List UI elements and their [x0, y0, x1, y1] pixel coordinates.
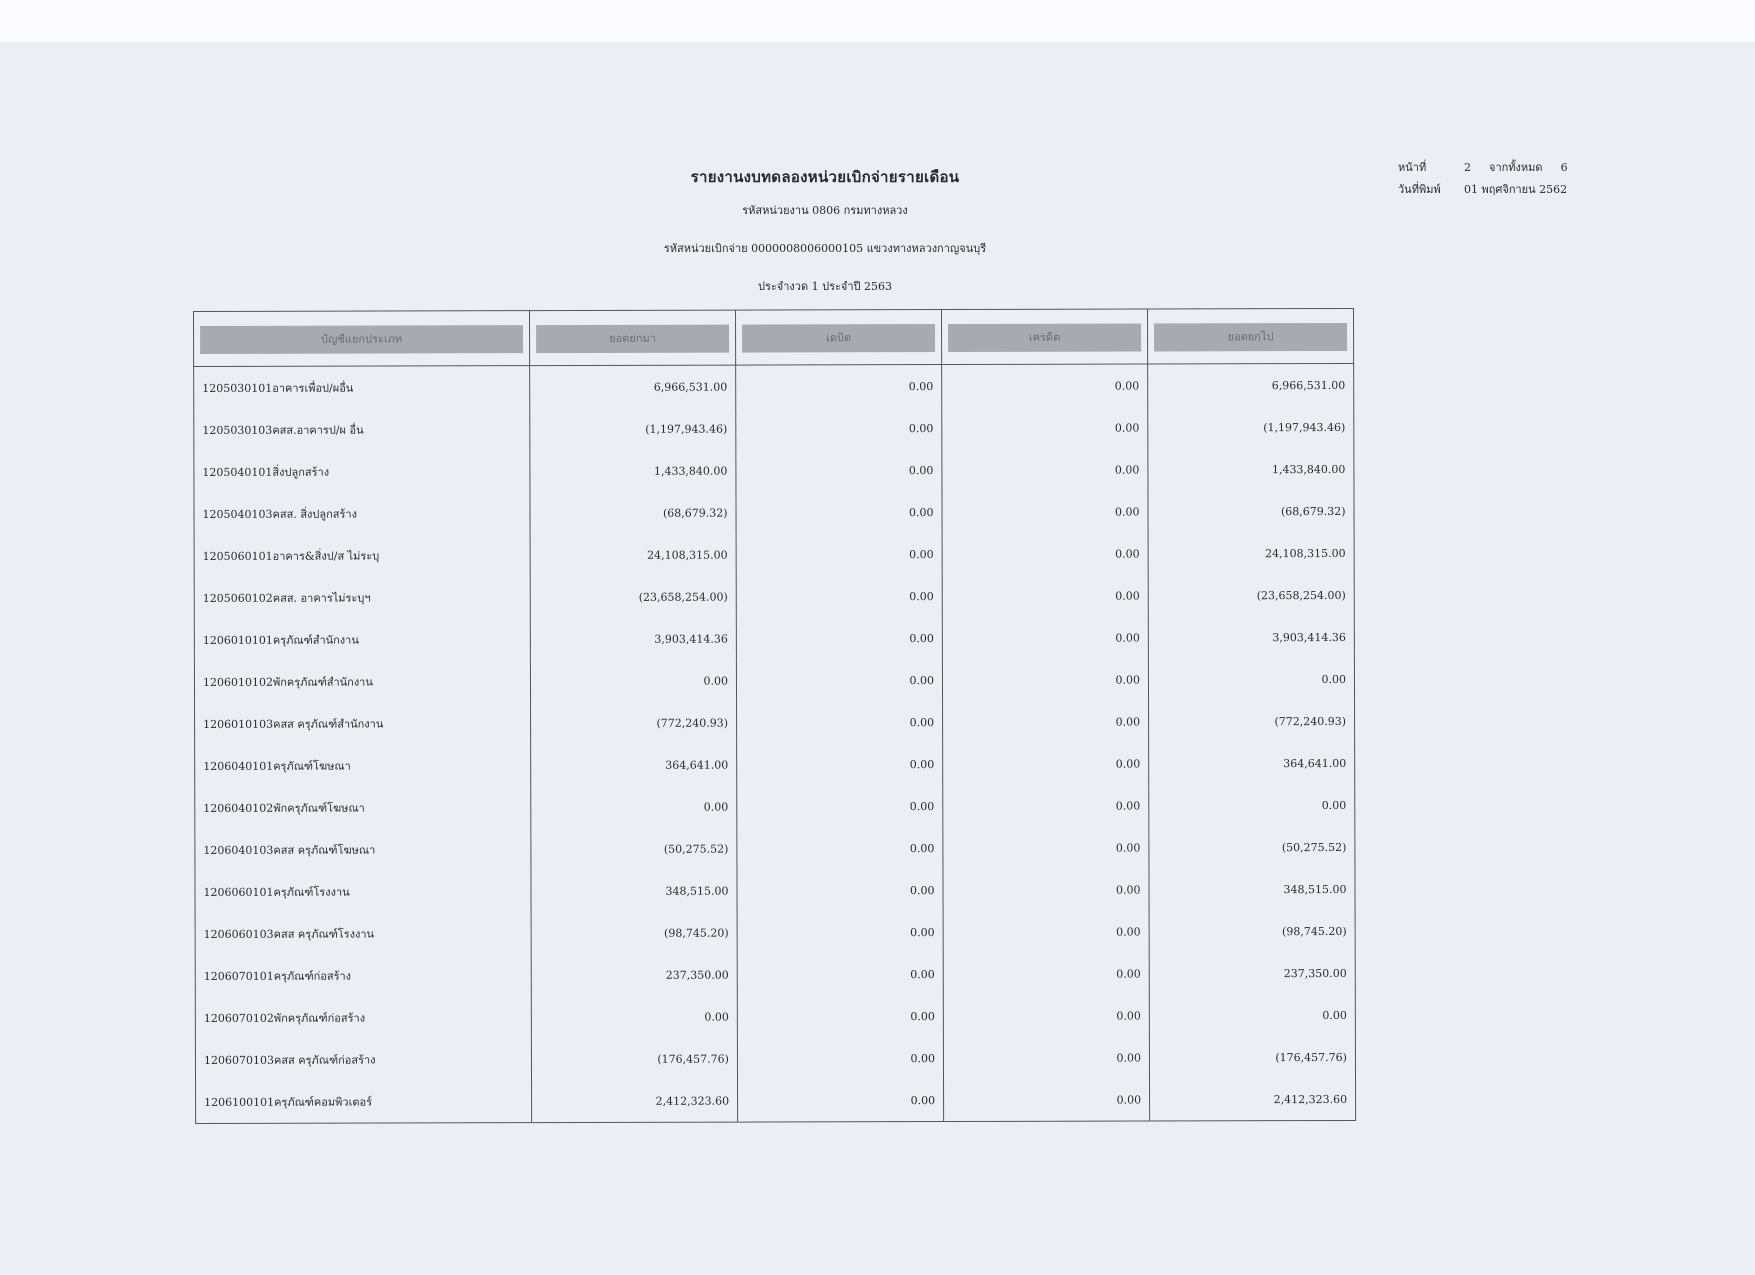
carried-forward-cell: 3,903,414.36 [1148, 616, 1354, 659]
brought-forward-cell: 2,412,323.60 [532, 1080, 738, 1123]
header-account [194, 311, 530, 367]
account-code: 1205060101 [202, 549, 273, 563]
credit-cell: 0.00 [942, 658, 1148, 701]
table-body [194, 363, 1356, 1123]
credit-cell: 0.00 [942, 575, 1148, 618]
brought-forward-cell: (50,275.52) [531, 828, 737, 871]
account-name: คสส ครุภัณฑ์สำนักงาน [273, 717, 384, 731]
debit-cell: 0.00 [737, 743, 943, 786]
table-row [194, 490, 1354, 535]
credit-cell: 0.00 [942, 407, 1148, 450]
account-cell [195, 1038, 531, 1081]
debit-cell: 0.00 [737, 911, 943, 954]
brought-forward-cell: (176,457.76) [531, 1038, 737, 1081]
table-row [194, 616, 1354, 661]
table-row [195, 784, 1355, 829]
account-name: คสส. อาคารไม่ระบุฯ [272, 591, 371, 605]
debit-cell: 0.00 [737, 785, 943, 828]
account-code: 1206060101 [203, 885, 274, 899]
table-row [194, 532, 1354, 577]
account-cell [196, 1080, 532, 1123]
account-code: 1205030103 [202, 423, 273, 437]
account-name: พักครุภัณฑ์สำนักงาน [272, 675, 373, 689]
brought-forward-cell: (1,197,943.46) [530, 408, 736, 451]
header-brought-forward [530, 310, 736, 366]
account-name: คสส.อาคารป/ผ อื่น [272, 423, 364, 437]
header-carried-forward [1147, 308, 1353, 364]
credit-cell: 0.00 [943, 868, 1149, 911]
credit-cell: 0.00 [943, 784, 1149, 827]
credit-cell: 0.00 [943, 742, 1149, 785]
account-name: พักครุภัณฑ์โฆษณา [273, 801, 365, 815]
debit-cell: 0.00 [736, 491, 942, 534]
credit-cell: 0.00 [943, 700, 1149, 743]
account-cell [195, 702, 531, 745]
account-code: 1206010103 [203, 717, 274, 731]
credit-cell: 0.00 [942, 491, 1148, 534]
carried-forward-cell: 364,641.00 [1149, 742, 1355, 785]
report-title: รายงานงบทดลองหน่วยเบิกจ่ายรายเดือน [690, 168, 960, 186]
trial-balance-table [193, 308, 1356, 1124]
account-name: พักครุภัณฑ์ก่อสร้าง [273, 1011, 366, 1025]
carried-forward-cell: 348,515.00 [1149, 868, 1355, 911]
print-date-row [1398, 179, 1568, 201]
account-cell [194, 660, 530, 703]
debit-cell: 0.00 [736, 407, 942, 450]
carried-forward-cell: (1,197,943.46) [1148, 406, 1354, 449]
account-name: ครุภัณฑ์โรงงาน [273, 885, 350, 899]
brought-forward-cell: 24,108,315.00 [530, 534, 736, 577]
debit-cell: 0.00 [736, 659, 942, 702]
account-cell [195, 996, 531, 1039]
account-cell [194, 450, 530, 493]
brought-forward-cell: (23,658,254.00) [530, 576, 736, 619]
brought-forward-cell: (772,240.93) [531, 702, 737, 745]
brought-forward-cell: 237,350.00 [531, 954, 737, 997]
table-row [195, 868, 1355, 913]
brought-forward-cell: 0.00 [531, 786, 737, 829]
carried-forward-cell: (98,745.20) [1149, 910, 1355, 953]
account-code: 1205040103 [202, 507, 273, 521]
account-cell [194, 576, 530, 619]
debit-cell: 0.00 [736, 365, 942, 408]
account-code: 1206010101 [202, 633, 273, 647]
credit-cell: 0.00 [942, 364, 1148, 407]
carried-forward-cell: (23,658,254.00) [1148, 574, 1354, 617]
credit-cell: 0.00 [942, 533, 1148, 576]
account-cell [195, 828, 531, 871]
table-row [195, 994, 1355, 1039]
period-line: ประจำงวด 1 ประจำปี 2563 [758, 280, 892, 293]
header-debit [735, 310, 941, 366]
brought-forward-cell: 0.00 [530, 660, 736, 703]
carried-forward-cell: (50,275.52) [1149, 826, 1355, 869]
credit-cell: 0.00 [942, 617, 1148, 660]
account-name: ครุภัณฑ์คอมพิวเตอร์ [274, 1095, 373, 1109]
carried-forward-cell: (176,457.76) [1149, 1036, 1355, 1079]
table-row [195, 952, 1355, 997]
agency-line: รหัสหน่วยงาน 0806 กรมทางหลวง [742, 204, 908, 217]
brought-forward-cell: 3,903,414.36 [530, 618, 736, 661]
debit-cell: 0.00 [737, 869, 943, 912]
account-code: 1206100101 [204, 1095, 275, 1109]
account-code: 1206040101 [203, 759, 274, 773]
account-name: คสส ครุภัณฑ์ก่อสร้าง [273, 1053, 376, 1067]
brought-forward-cell: (98,745.20) [531, 912, 737, 955]
table-header [194, 308, 1354, 366]
account-cell [194, 492, 530, 535]
account-name: สิ่งปลูกสร้าง [272, 465, 330, 479]
account-code: 1206070103 [203, 1053, 274, 1067]
carried-forward-cell: 0.00 [1149, 994, 1355, 1037]
brought-forward-cell: (68,679.32) [530, 492, 736, 535]
scan-top-margin [0, 0, 1755, 42]
credit-cell: 0.00 [943, 1036, 1149, 1079]
account-cell [195, 870, 531, 913]
table-row [196, 1078, 1356, 1124]
table-row [195, 1036, 1355, 1081]
debit-cell: 0.00 [737, 701, 943, 744]
header-credit [941, 309, 1147, 365]
carried-forward-cell: 237,350.00 [1149, 952, 1355, 995]
account-cell [194, 366, 530, 409]
brought-forward-cell: 1,433,840.00 [530, 450, 736, 493]
account-name: คสส. สิ่งปลูกสร้าง [272, 507, 357, 521]
account-name: อาคาร&สิ่งป/ส ไม่ระบุ [272, 549, 380, 563]
account-name: ครุภัณฑ์สำนักงาน [272, 633, 359, 647]
account-code: 1206010102 [202, 675, 273, 689]
account-code: 1205030101 [202, 381, 273, 395]
account-code: 1206060103 [203, 927, 274, 941]
page-label: หน้าที่ [1398, 161, 1427, 174]
table-row [194, 363, 1354, 409]
carried-forward-cell: 6,966,531.00 [1148, 363, 1354, 406]
credit-cell: 0.00 [943, 910, 1149, 953]
debit-cell: 0.00 [737, 995, 943, 1038]
account-cell [195, 912, 531, 955]
account-code: 1206040102 [203, 801, 274, 815]
carried-forward-cell: 24,108,315.00 [1148, 532, 1354, 575]
account-cell [194, 534, 530, 577]
account-name: ครุภัณฑ์ก่อสร้าง [273, 969, 352, 983]
table-row [195, 742, 1355, 787]
total-label: จากทั้งหมด [1489, 161, 1543, 174]
carried-forward-cell: 1,433,840.00 [1148, 448, 1354, 491]
account-code: 1206070102 [203, 1011, 274, 1025]
carried-forward-cell: 0.00 [1148, 658, 1354, 701]
debit-cell: 0.00 [737, 827, 943, 870]
account-name: คสส ครุภัณฑ์โรงงาน [273, 927, 375, 941]
report-header [560, 165, 1090, 315]
account-cell [195, 954, 531, 997]
table-row [195, 700, 1355, 745]
brought-forward-cell: 6,966,531.00 [530, 365, 736, 408]
brought-forward-cell: 0.00 [531, 996, 737, 1039]
credit-cell: 0.00 [944, 1078, 1150, 1121]
account-cell [194, 618, 530, 661]
header-carried-forward-label: ยอดยกไป [1154, 323, 1347, 352]
print-date-label: วันที่พิมพ์ [1398, 183, 1441, 196]
disbursement-unit-line: รหัสหน่วยเบิกจ่าย 0000008006000105 แขวงทางหลวงกาญจนบุรี [663, 242, 987, 255]
credit-cell: 0.00 [942, 449, 1148, 492]
table-row [194, 658, 1354, 703]
header-credit-label: เครดิต [948, 324, 1141, 353]
page-number-row [1398, 157, 1568, 179]
credit-cell: 0.00 [943, 826, 1149, 869]
header-account-label: บัญชีแยกประเภท [200, 325, 523, 354]
brought-forward-cell: 348,515.00 [531, 870, 737, 913]
table-row [194, 406, 1354, 451]
brought-forward-cell: 364,641.00 [531, 744, 737, 787]
debit-cell: 0.00 [736, 575, 942, 618]
carried-forward-cell: 0.00 [1149, 784, 1355, 827]
account-cell [194, 408, 530, 451]
account-name: ครุภัณฑ์โฆษณา [273, 759, 351, 773]
debit-cell: 0.00 [736, 617, 942, 660]
table-row [195, 910, 1355, 955]
debit-cell: 0.00 [737, 953, 943, 996]
carried-forward-cell: 2,412,323.60 [1150, 1078, 1356, 1121]
carried-forward-cell: (68,679.32) [1148, 490, 1354, 533]
account-code: 1205040101 [202, 465, 273, 479]
account-code: 1206040103 [203, 843, 274, 857]
debit-cell: 0.00 [737, 1037, 943, 1080]
header-debit-label: เดบิต [742, 324, 935, 353]
credit-cell: 0.00 [943, 952, 1149, 995]
account-name: อาคารเพื่อป/ผอื่น [272, 381, 354, 395]
print-date: 01 พฤศจิกายน 2562 [1464, 183, 1568, 196]
account-name: คสส ครุภัณฑ์โฆษณา [273, 843, 376, 857]
debit-cell: 0.00 [736, 533, 942, 576]
debit-cell: 0.00 [738, 1079, 944, 1122]
header-row [194, 308, 1354, 366]
credit-cell: 0.00 [943, 994, 1149, 1037]
total-pages: 6 [1560, 161, 1568, 174]
carried-forward-cell: (772,240.93) [1149, 700, 1355, 743]
account-cell [195, 786, 531, 829]
account-code: 1205060102 [202, 591, 273, 605]
debit-cell: 0.00 [736, 449, 942, 492]
page-info [1398, 157, 1568, 201]
table-row [195, 826, 1355, 871]
header-brought-forward-label: ยอดยกมา [536, 325, 729, 354]
page-number: 2 [1464, 161, 1471, 174]
account-cell [195, 744, 531, 787]
table-row [194, 448, 1354, 493]
account-code: 1206070101 [203, 969, 274, 983]
table-row [194, 574, 1354, 619]
